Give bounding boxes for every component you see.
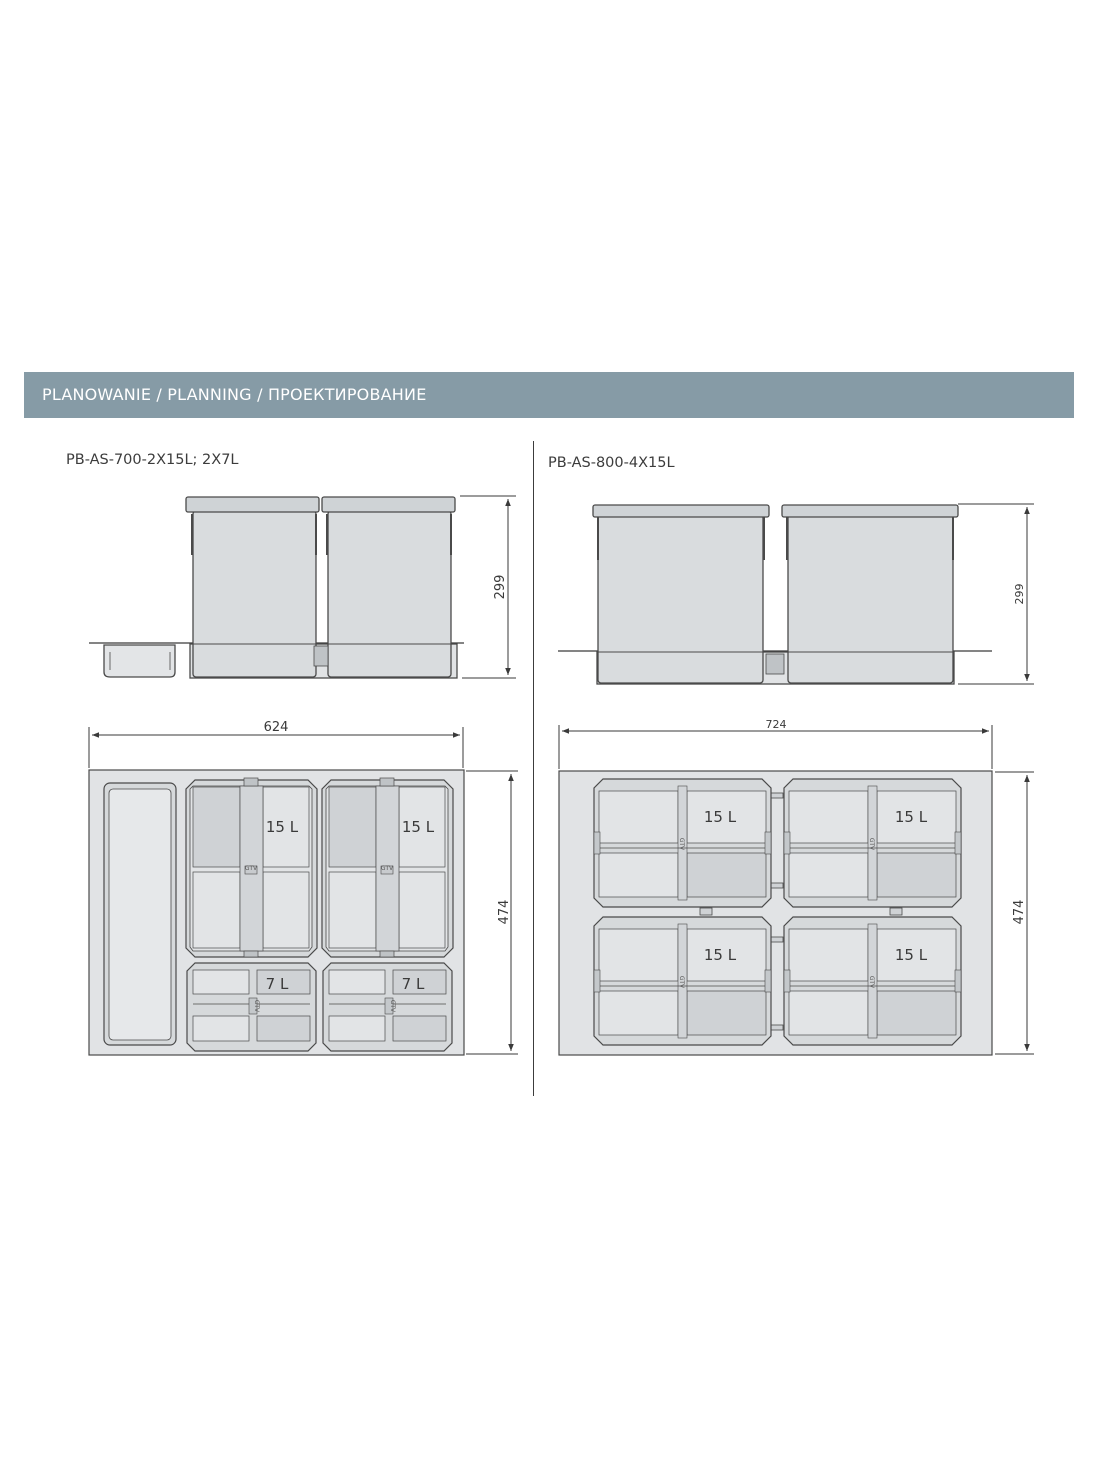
right-bin-label-1: 15 L bbox=[703, 808, 737, 826]
right-width-dimension bbox=[559, 725, 992, 769]
right-bin-logo-3: GTV bbox=[678, 975, 685, 989]
left-bin-logo-1: GTV bbox=[244, 865, 258, 872]
right-bin-label-3: 15 L bbox=[703, 946, 737, 964]
left-depth-label: 474 bbox=[497, 899, 512, 925]
left-top-view bbox=[89, 770, 464, 1055]
right-depth-label: 474 bbox=[1012, 899, 1027, 925]
right-bin-logo-4: GTV bbox=[868, 975, 875, 989]
left-bin-logo-4: GTV bbox=[389, 999, 396, 1013]
header-title: PLANOWANIE / PLANNING / ПРОЕКТИРОВАНИЕ bbox=[42, 385, 427, 404]
left-width-label: 624 bbox=[263, 720, 289, 735]
left-side-bin-2 bbox=[322, 497, 455, 677]
left-bin-label-3: 7 L bbox=[265, 975, 289, 993]
left-side-bin-1 bbox=[186, 497, 319, 677]
right-side-view bbox=[558, 505, 992, 684]
right-bin-logo-2: GTV bbox=[868, 837, 875, 851]
left-bin-7l-a bbox=[187, 963, 316, 1051]
left-bin-7l-b bbox=[323, 963, 452, 1051]
left-bin-label-1: 15 L bbox=[265, 818, 299, 836]
left-height-label: 299 bbox=[493, 574, 508, 600]
left-bin-logo-2: GTV bbox=[380, 865, 394, 872]
right-side-bin-2 bbox=[782, 505, 958, 683]
right-bin-logo-1: GTV bbox=[678, 837, 685, 851]
left-bin-label-4: 7 L bbox=[401, 975, 425, 993]
left-bin-logo-3: GTV bbox=[253, 999, 260, 1013]
left-side-view bbox=[89, 497, 464, 678]
right-model-name: PB-AS-800-4X15L bbox=[548, 455, 675, 471]
left-bin-label-2: 15 L bbox=[401, 818, 435, 836]
right-side-bin-1 bbox=[593, 505, 769, 683]
left-model-name: PB-AS-700-2X15L; 2X7L bbox=[66, 452, 239, 468]
right-bin-label-2: 15 L bbox=[894, 808, 928, 826]
left-side-tray bbox=[104, 645, 175, 677]
right-bin-label-4: 15 L bbox=[894, 946, 928, 964]
right-height-label: 299 bbox=[1013, 583, 1026, 605]
right-width-label: 724 bbox=[765, 718, 787, 731]
